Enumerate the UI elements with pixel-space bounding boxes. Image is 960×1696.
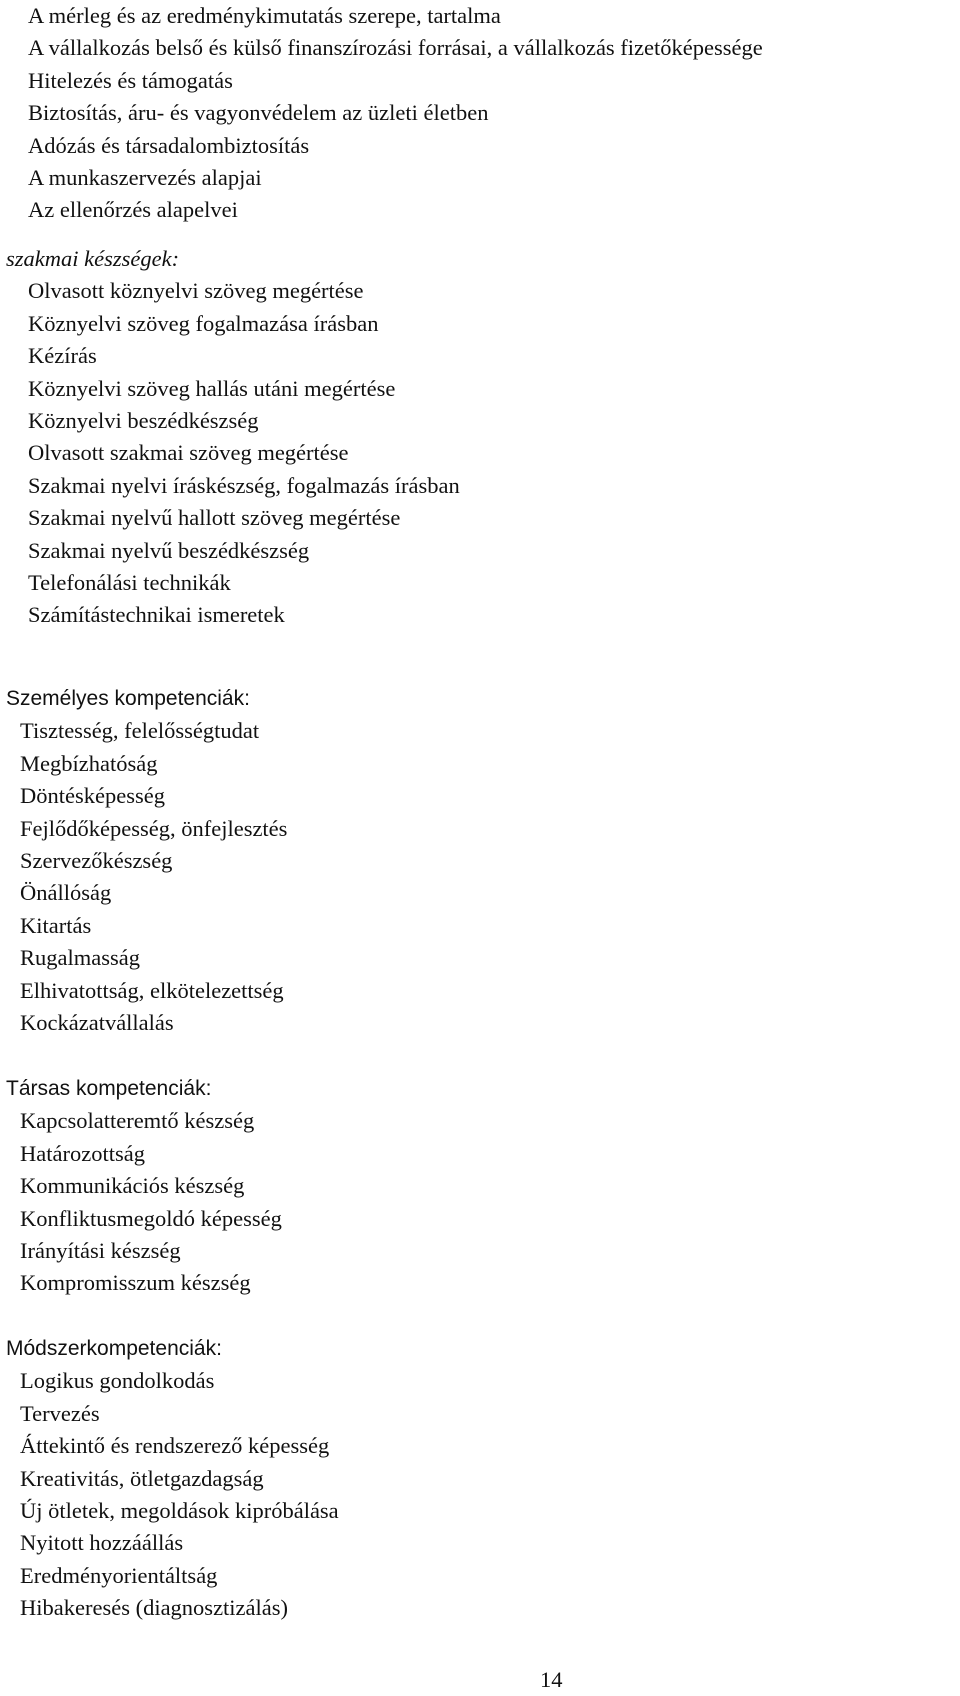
list-item: Számítástechnikai ismeretek	[28, 602, 285, 628]
list-item: Telefonálási technikák	[28, 569, 231, 595]
list-item: Köznyelvi szöveg fogalmazása írásban	[28, 310, 379, 336]
list-item: Olvasott köznyelvi szöveg megértése	[28, 278, 364, 304]
list-item: Új ötletek, megoldások kipróbálása	[20, 1497, 339, 1523]
list-item: Konfliktusmegoldó képesség	[20, 1205, 282, 1231]
list-item: Kitartás	[20, 912, 92, 938]
top-list	[0, 0, 940, 227]
list-item: Fejlődőképesség, önfejlesztés	[20, 815, 288, 841]
list-item: Kockázatvállalás	[20, 1009, 174, 1035]
list-item: Rugalmasság	[20, 945, 140, 971]
list-item: Adózás és társadalombiztosítás	[28, 132, 310, 158]
list-item: Olvasott szakmai szöveg megértése	[28, 440, 349, 466]
list-item: Hitelezés és támogatás	[28, 67, 233, 93]
list-item: Elhivatottság, elkötelezettség	[20, 977, 284, 1003]
list-item: Döntésképesség	[20, 783, 165, 809]
list-item: Logikus gondolkodás	[20, 1368, 215, 1394]
list-item: Kommunikációs készség	[20, 1173, 245, 1199]
list-item: Tisztesség, felelősségtudat	[20, 718, 260, 744]
list-item: Kézírás	[28, 343, 97, 369]
list-item: Megbízhatóság	[20, 750, 158, 776]
list-item: Biztosítás, áru- és vagyonvédelem az üzleti életben	[28, 100, 489, 126]
list-item: Kompromisszum készség	[20, 1270, 251, 1296]
list-item: A vállalkozás belső és külső finanszírozási forrásai, a vállalkozás fizetőképessége	[28, 35, 763, 61]
list-item: Kreativitás, ötletgazdagság	[20, 1465, 264, 1491]
list-item: Önállóság	[20, 880, 112, 906]
list-item: Az ellenőrzés alapelvei	[28, 197, 238, 223]
szakmai-keszsegek-section	[0, 243, 940, 632]
list-item: Szakmai nyelvű hallott szöveg megértése	[28, 505, 401, 531]
list-item: Szakmai nyelvi íráskészség, fogalmazás írásban	[28, 472, 460, 498]
list-item: Szakmai nyelvű beszédkészség	[28, 537, 310, 563]
list-item: Hibakeresés (diagnosztizálás)	[20, 1595, 289, 1621]
list-item: Köznyelvi szöveg hallás utáni megértése	[28, 375, 396, 401]
modszerkompetenciak-section	[0, 1333, 940, 1625]
list-item: Tervezés	[20, 1400, 100, 1426]
list-item: Irányítási készség	[20, 1237, 181, 1263]
list-item: Eredményorientáltság	[20, 1562, 218, 1588]
list-item: Kapcsolatteremtő készség	[20, 1108, 255, 1134]
tarsas-kompetenciak-section	[0, 1073, 940, 1300]
list-item: Nyitott hozzáállás	[20, 1530, 184, 1556]
list-item: A mérleg és az eredménykimutatás szerepe, tartalma	[28, 3, 501, 28]
section-heading: Személyes kompetenciák:	[6, 687, 250, 710]
list-item: Áttekintő és rendszerező képesség	[20, 1433, 330, 1459]
list-item: Köznyelvi beszédkészség	[28, 407, 259, 433]
page-number: 14	[540, 1667, 563, 1692]
list-item: A munkaszervezés alapjai	[28, 164, 262, 190]
section-heading: szakmai készségek:	[6, 246, 180, 271]
section-heading: Társas kompetenciák:	[6, 1077, 212, 1100]
list-item: Szervezőkészség	[20, 847, 173, 873]
szemelyes-kompetenciak-section	[0, 683, 940, 1039]
section-heading: Módszerkompetenciák:	[6, 1337, 222, 1360]
list-item: Határozottság	[20, 1140, 145, 1166]
